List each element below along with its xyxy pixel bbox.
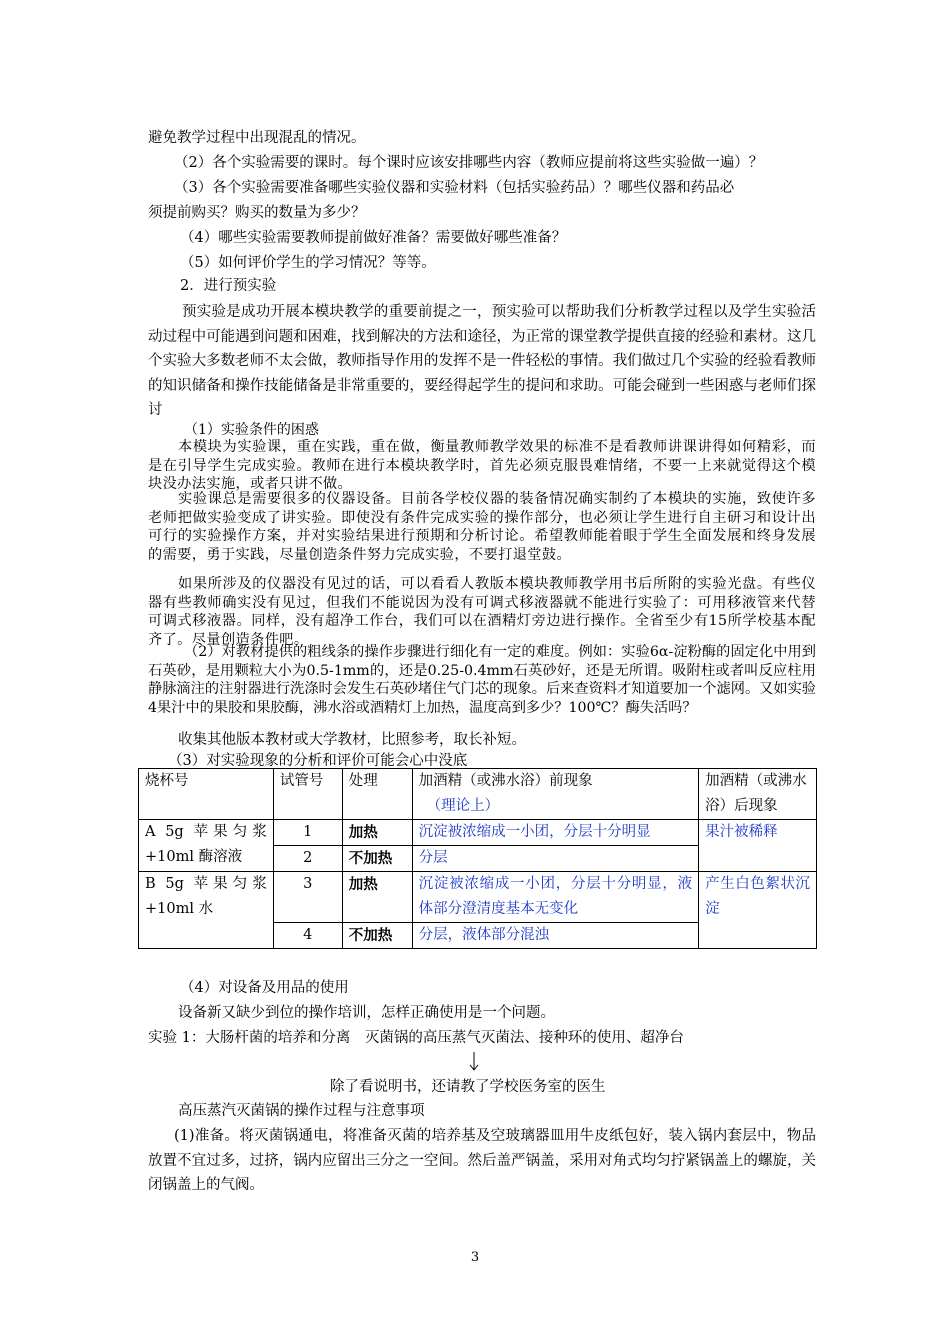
equipment-problem: 设备新又缺少到位的操作培训，怎样正确使用是一个问题。 [178,1005,555,1021]
down-arrow-icon [467,1051,481,1073]
before-cell: 沉淀被浓缩成一小团，分层十分明显，液体部分澄清度基本无变化 [412,872,698,923]
before-cell: 分层 [412,846,698,872]
consulted-doctor-note: 除了看说明书，还请教了学校医务室的医生 [330,1079,606,1095]
paragraph-3: 如果所涉及的仪器没有见过的话，可以看看人教版本模块教师教学用书后所附的实验光盘。有些仪器有些教师确实没有见过，但我们不能说因为没有可调式移液器就不能进行实验了：可用移液管来代替可调式移液器。同样，没有超净工作台，我们可以在酒精灯旁边进行操作。全省至少有15所学校基本配齐了。尽量创造条件吧。 [148,576,816,648]
after-cell: 产生白色絮状沉淀 [699,872,817,949]
tube-cell: 4 [273,923,342,949]
question-2: （2）各个实验需要的课时。每个课时应该安排哪些内容（教师应提前将这些实验做一遍）？ [174,155,764,171]
subsection-1: （1）实验条件的困惑 [184,422,319,438]
table-header-row [139,769,817,820]
subsection-3: （3）对实验现象的分析和评价可能会心中没底 [168,753,468,769]
beaker-b: B 5g 苹果匀浆 +10ml 水 [139,872,274,949]
experiment-table [138,768,817,949]
paragraph-4: （2）对教材提供的粗线条的操作步骤进行细化有一定的难度。例如：实验6α-淀粉酶的固定化中用到石英砂，是用颗粒大小为0.5-1mm的，还是0.25-0.4mm石英砂好，还是无所谓。吸附柱或者叫反应柱用静脉滴注的注射器进行洗涤时会发生石英砂堵住气门芯的现象。后来查资料才知道要加一个滤网。又如实验4果汁中的果胶和果胶酶，沸水浴或酒精灯上加热，温度高到多少？100℃？酶失活吗？ [148,644,816,716]
header-before-label: 加酒精（或沸水浴）前现象 [418,773,593,789]
tube-cell: 2 [273,846,342,872]
treatment-cell: 不加热 [342,846,412,872]
tube-cell: 1 [273,820,342,846]
before-cell: 分层，液体部分混浊 [412,923,698,949]
question-3: （3）各个实验需要准备哪些实验仪器和实验材料（包括实验药品）？哪些仪器和药品必 [174,180,735,196]
pre-experiment-paragraph: 预实验是成功开展本模块教学的重要前提之一，预实验可以帮助我们分析教学过程以及学生实验活动过程中可能遇到问题和困难，找到解决的方法和途径，为正常的课堂教学提供直接的经验和素材。这几个实验大多数老师不太会做，教师指导作用的发挥不是一件轻松的事情。我们做过几个实验的经验看教师的知识储备和操作技能储备是非常重要的，要经得起学生的提问和求助。可能会碰到一些困惑与老师们探讨 [148,304,816,419]
tube-cell: 3 [273,872,342,923]
question-5: （5）如何评价学生的学习情况？等等。 [180,255,436,271]
treatment-cell: 加热 [342,820,412,846]
header-before [412,769,698,820]
question-3-cont: 须提前购买？购买的数量为多少？ [148,205,366,221]
paragraph-1: 本模块为实验课，重在实践，重在做，衡量教师教学效果的标准不是看教师讲课讲得如何精彩，而是在引导学生完成实验。教师在进行本模块教学时，首先必须克服畏难情绪，不要一上来就觉得这个模块没办法实施，或者只讲不做。 [148,439,816,493]
experiment-1-line: 实验 1：大肠杆菌的培养和分离 灭菌锅的高压蒸气灭菌法、接种环的使用、超净台 [148,1030,684,1046]
beaker-a: A 5g 苹果匀浆 +10ml 酶溶液 [139,820,274,872]
paragraph-2: 实验课总是需要很多的仪器设备。目前各学校仪器的装备情况确实制约了本模块的实施，致使许多老师把做实验变成了讲实验。即使没有条件完成实验的操作部分，也必须让学生进行自主研习和设计出可行的实验操作方案，并对实验结果进行预期和分析讨论。希望教师能着眼于学生全面发展和终身发展的需要，勇于实践，尽量创造条件努力完成实验，不要打退堂鼓。 [148,491,816,563]
table-row [139,872,817,923]
paragraph-5: 收集其他版本教材或大学教材，比照参考，取长补短。 [178,732,526,748]
table-row [139,820,817,846]
section-heading-2: 2．进行预实验 [180,278,277,294]
treatment-cell: 不加热 [342,923,412,949]
header-tube: 试管号 [273,769,342,820]
autoclave-preparation: (1)准备。将灭菌锅通电，将准备灭菌的培养基及空玻璃器皿用牛皮纸包好，装入锅内套层中，物品放置不宜过多，过挤，锅内应留出三分之一空间。然后盖严锅盖，采用对角式均匀拧紧锅盖上的螺旋，关闭锅盖上的气阀。 [148,1128,816,1194]
after-cell: 果汁被稀释 [699,820,817,872]
question-4: （4）哪些实验需要教师提前做好准备？需要做好哪些准备？ [180,230,567,246]
subsection-4: （4）对设备及用品的使用 [180,980,349,996]
text-line: 避免教学过程中出现混乱的情况。 [148,130,366,146]
header-treatment: 处理 [342,769,412,820]
autoclave-title: 高压蒸汽灭菌锅的操作过程与注意事项 [178,1103,425,1119]
header-theory-note: （理论上） [426,798,500,814]
treatment-cell: 加热 [342,872,412,923]
header-beaker: 烧杯号 [139,769,274,820]
page-number: 3 [470,1250,480,1265]
header-after: 加酒精（或沸水浴）后现象 [699,769,817,820]
before-cell: 沉淀被浓缩成一小团，分层十分明显 [412,820,698,846]
